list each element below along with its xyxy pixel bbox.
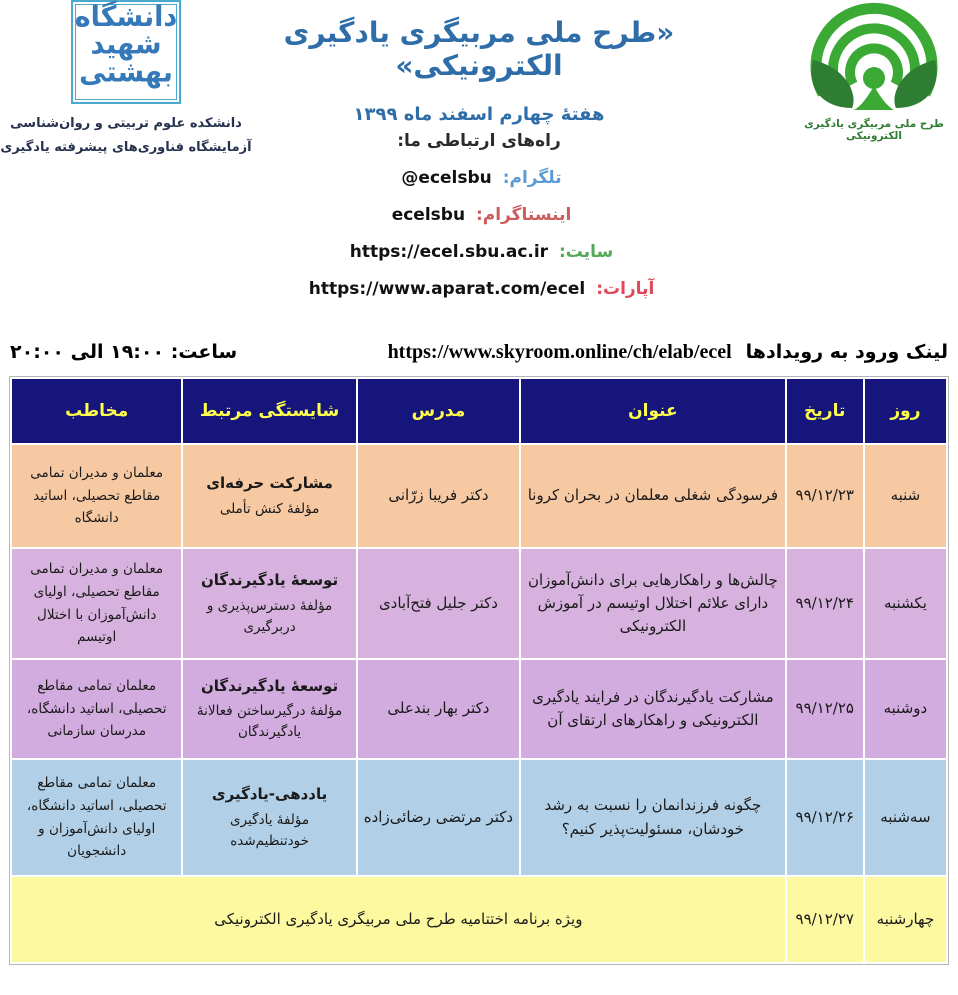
day-cell: چهارشنبه (865, 877, 946, 962)
instagram-handle[interactable]: ecelsbu (391, 205, 466, 225)
date-cell: ۹۹/۱۲/۲۷ (787, 877, 863, 962)
website-url[interactable]: https://ecel.sbu.ac.ir (349, 242, 549, 262)
audience-cell: معلمان تمامی مقاطع تحصیلی، اساتید دانشگاه، مدرسان سازمانی (12, 660, 181, 758)
instructor-cell: دکتر فریبا زرّانی (358, 445, 519, 547)
table-header-row (12, 379, 946, 443)
contact-line-instagram (0, 205, 958, 242)
contact-line-website (0, 242, 958, 279)
website-label: سایت: (559, 242, 614, 262)
date-cell: ۹۹/۱۲/۲۳ (787, 445, 863, 547)
elearning-coaching-logo-icon (798, 2, 950, 116)
instagram-label: اینستاگرام: (475, 205, 572, 225)
events-link-row (10, 341, 948, 364)
day-cell: دوشنبه (865, 660, 946, 758)
column-header-instructor: مدرس (358, 379, 519, 443)
day-cell: یکشنبه (865, 549, 946, 658)
contact-line-telegram (0, 168, 958, 205)
day-cell: شنبه (865, 445, 946, 547)
events-link-label: لینک ورود به رویدادها (745, 341, 948, 363)
title-cell: مشارکت یادگیرندگان در فرایند یادگیری الکترونیکی و راهکارهای ارتقای آن (521, 660, 785, 758)
audience-cell: معلمان تمامی مقاطع تحصیلی، اساتید دانشگاه، اولیای دانش‌آموزان و دانشجویان (12, 760, 181, 875)
aparat-label: آپارات: (596, 279, 655, 299)
competency-cell: مشارکت حرفه‌ای مؤلفهٔ کنش تأملی (183, 445, 355, 547)
project-logo-block (794, 2, 954, 142)
page-subtitle: هفتهٔ چهارم اسفند ماه ۱۳۹۹ (353, 104, 605, 125)
university-calligraphy: دانشگاه شهید بهشتی (74, 0, 178, 89)
lab-caption: آزمایشگاه فناوری‌های پیشرفته یادگیری (0, 140, 252, 156)
schedule-table-wrap (9, 376, 949, 965)
column-header-competency: شایستگی مرتبط (183, 379, 355, 443)
date-cell: ۹۹/۱۲/۲۵ (787, 660, 863, 758)
title-cell: فرسودگی شغلی معلمان در بحران کرونا (521, 445, 785, 547)
competency-cell: یاددهی-یادگیری مؤلفهٔ یادگیری خودتنظیم‌شده (183, 760, 355, 875)
special-event-cell: ویژه برنامه اختتامیه طرح ملی مربیگری یادگیری الکترونیکی (12, 877, 785, 962)
table-row (12, 660, 946, 758)
schedule-table (10, 377, 948, 964)
project-logo-caption: طرح ملی مربیگری یادگیری الکترونیکی (804, 118, 944, 142)
table-row (12, 549, 946, 658)
instructor-cell: دکتر مرتضی رضائی‌زاده (358, 760, 519, 875)
telegram-handle[interactable]: @ecelsbu (401, 168, 492, 188)
title-cell: چگونه فرزندانمان را نسبت به رشد خودشان، مسئولیت‌پذیر کنیم؟ (521, 760, 785, 875)
instructor-cell: دکتر جلیل فتح‌آبادی (358, 549, 519, 658)
column-header-audience: مخاطب (12, 379, 181, 443)
table-row (12, 760, 946, 875)
table-row (12, 445, 946, 547)
contact-section (0, 131, 958, 316)
competency-cell: توسعهٔ یادگیرندگان مؤلفهٔ درگیرساختن فعالانهٔ یادگیرندگان (183, 660, 355, 758)
page-title: «طرح ملی مربیگری یادگیری الکترونیکی» (283, 16, 675, 82)
instructor-cell: دکتر بهار بندعلی (358, 660, 519, 758)
audience-cell: معلمان و مدیران تمامی مقاطع تحصیلی، اولیای دانش‌آموزان با اختلال اوتیسم (12, 549, 181, 658)
column-header-title: عنوان (521, 379, 785, 443)
date-cell: ۹۹/۱۲/۲۶ (787, 760, 863, 875)
aparat-url[interactable]: https://www.aparat.com/ecel (308, 279, 586, 299)
university-logo (71, 0, 181, 104)
competency-cell: توسعهٔ یادگیرندگان مؤلفهٔ دسترس‌پذیری و دربرگیری (183, 549, 355, 658)
title-cell: چالش‌ها و راهکارهایی برای دانش‌آموزان دارای علائم اختلال اوتیسم در آموزش الکترونیکی (521, 549, 785, 658)
audience-cell: معلمان و مدیران تمامی مقاطع تحصیلی، اساتید دانشگاه (12, 445, 181, 547)
contact-line-aparat (0, 279, 958, 316)
date-cell: ۹۹/۱۲/۲۴ (787, 549, 863, 658)
telegram-label: تلگرام: (502, 168, 562, 188)
column-header-day: روز (865, 379, 946, 443)
events-time: ساعت: ۱۹:۰۰ الی ۲۰:۰۰ (10, 341, 238, 363)
day-cell: سه‌شنبه (865, 760, 946, 875)
events-link-url[interactable]: https://www.skyroom.online/ch/elab/ecel (387, 341, 732, 363)
column-header-date: تاریخ (787, 379, 863, 443)
table-row-special (12, 877, 946, 962)
contact-heading: راه‌های ارتباطی ما: (397, 131, 561, 151)
faculty-caption: دانشکده علوم تربیتی و روان‌شناسی (10, 116, 242, 131)
